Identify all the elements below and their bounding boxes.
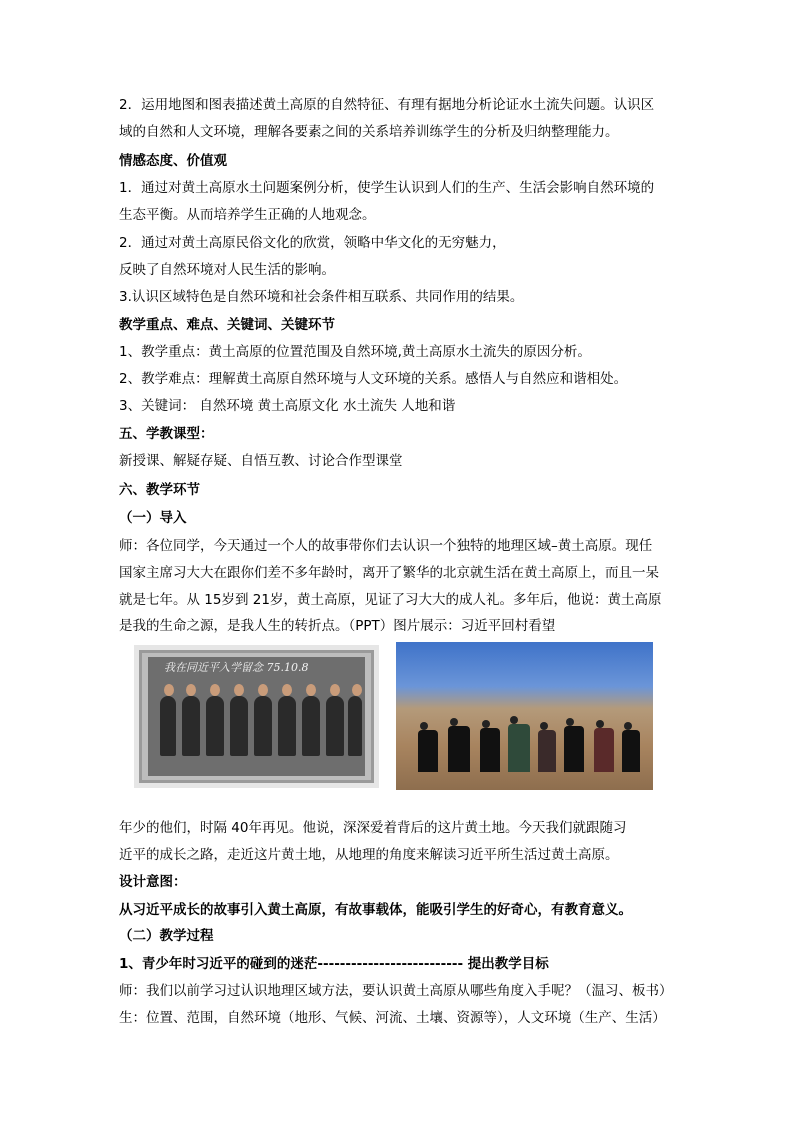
paragraph-line: 1．通过对黄土高原水土问题案例分析，使学生认识到人们的生产、生活会影响自然环境的 (119, 180, 655, 196)
section-heading: 六、教学环节 (119, 482, 200, 498)
paragraph-line: 2．运用地图和图表描述黄土高原的自然特征、有理有据地分析论证水土流失问题。认识区 (119, 97, 655, 113)
group-photo-black-white (134, 645, 379, 788)
paragraph-line: 师：我们以前学习过认识地理区域方法，要认识黄土高原从哪些角度入手呢？（温习、板书） (119, 983, 673, 999)
paragraph-line: 是我的生命之源，是我人生的转折点。（PPT）图片展示：习近平回村看望 (119, 618, 556, 634)
paragraph-line: 师：各位同学，今天通过一个人的故事带你们去认识一个独特的地理区域–黄土高原。现任 (119, 538, 653, 554)
paragraph-line: 国家主席习大大在跟你们差不多年龄时，离开了繁华的北京就生活在黄土高原上，而且一呆 (119, 565, 659, 581)
paragraph-line: 2、教学难点：理解黄土高原自然环境与人文环境的关系。感悟人与自然应和谐相处。 (119, 371, 628, 387)
section-heading: 1、青少年时习近平的碰到的迷茫-------------------------- 提出教学目标 (119, 956, 549, 972)
paragraph-line: 就是七年。从 15岁到 21岁，黄土高原，见证了习大大的成人礼。多年后，他说：黄土高原 (119, 592, 662, 608)
section-heading: 设计意图： (119, 874, 187, 890)
paragraph-line: 域的自然和人文环境，理解各要素之间的关系培养训练学生的分析及归纳整理能力。 (119, 124, 619, 140)
section-heading: （二）教学过程 (119, 928, 214, 944)
paragraph-line: 生：位置、范围，自然环境（地形、气候、河流、土壤、资源等），人文环境（生产、生活） (119, 1010, 666, 1026)
section-heading: 五、学教课型： (119, 426, 214, 442)
paragraph-line: 2．通过对黄土高原民俗文化的欣赏，领略中华文化的无穷魅力， (119, 235, 506, 251)
paragraph-line: 3、关键词： 自然环境 黄土高原文化 水土流失 人地和谐 (119, 398, 456, 414)
paragraph-line: 1、教学重点：黄土高原的位置范围及自然环境,黄土高原水土流失的原因分析。 (119, 344, 591, 360)
paragraph-line: 3.认识区域特色是自然环境和社会条件相互联系、共同作用的结果。 (119, 289, 524, 305)
paragraph-line: 近平的成长之路，走近这片黄土地，从地理的角度来解读习近平所生活过黄土高原。 (119, 847, 619, 863)
section-heading: 从习近平成长的故事引入黄土高原，有故事载体，能吸引学生的好奇心，有教育意义。 (119, 902, 632, 918)
paragraph-line: 生态平衡。从而培养学生正确的人地观念。 (119, 207, 376, 223)
paragraph-line: 新授课、解疑存疑、自悟互教、讨论合作型课堂 (119, 453, 403, 469)
section-heading: （一）导入 (119, 510, 187, 526)
paragraph-line: 反映了自然环境对人民生活的影响。 (119, 262, 335, 278)
section-heading: 情感态度、价值观 (119, 153, 227, 169)
photo-caption: 我在同近平入学留念 75.10.8 (164, 661, 309, 674)
paragraph-line: 年少的他们，时隔 40年再见。他说，深深爱着背后的这片黄土地。今天我们就跟随习 (119, 820, 627, 836)
village-visit-photo (396, 642, 653, 790)
section-heading: 教学重点、难点、关键词、关键环节 (119, 317, 335, 333)
